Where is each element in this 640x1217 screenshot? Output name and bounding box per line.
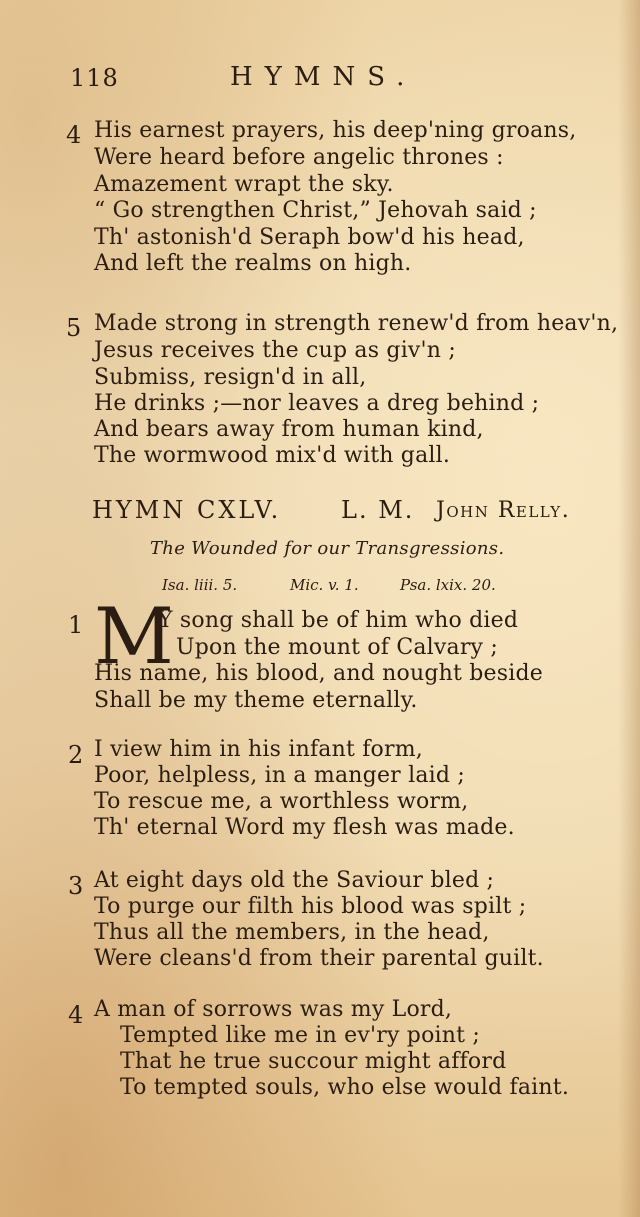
verse-line: Upon the mount of Calvary ; [176,635,498,660]
verse-line: To rescue me, a worthless worm, [94,789,469,814]
stanza-number: 1 [68,611,84,639]
verse-line: Shall be my theme eternally. [94,688,418,713]
scripture-reference: Psa. lxix. 20. [400,576,496,594]
verse-line: “ Go strengthen Christ,” Jehovah said ; [94,198,537,223]
running-head: HYMNS. [230,62,417,92]
page-edge-shading [618,0,640,1217]
verse-line: I view him in his infant form, [94,737,423,762]
verse-line: A man of sorrows was my Lord, [94,997,453,1022]
stanza-number: 5 [66,314,82,342]
verse-line: That he true succour might afford [120,1049,507,1074]
verse-line: And left the realms on high. [94,251,412,276]
verse-line: To tempted souls, who else would faint. [120,1075,570,1100]
scripture-reference: Isa. liii. 5. [162,576,238,594]
verse-line: To purge our filth his blood was spilt ; [94,894,527,919]
verse-line: Th' astonish'd Seraph bow'd his head, [94,225,525,250]
verse-line: Were heard before angelic thrones : [94,145,504,170]
verse-line: His earnest prayers, his deep'ning groans, [94,118,577,143]
verse-line: Th' eternal Word my flesh was made. [94,815,515,840]
verse-line: Y song shall be of him who died [158,608,519,633]
stanza-number: 2 [68,741,84,769]
hymn-subtitle: The Wounded for our Transgressions. [150,538,505,559]
page-number: 118 [70,64,119,92]
verse-line: Amazement wrapt the sky. [94,172,394,197]
stanza-number: 3 [68,872,84,900]
verse-line: Thus all the members, in the head, [94,920,490,945]
drop-cap: M [94,592,174,682]
hymn-meter: L. M. [341,496,415,524]
stanza-number: 4 [68,1001,84,1029]
verse-line: He drinks ;—nor leaves a dreg behind ; [94,391,540,416]
hymn-author: John Relly. [436,498,571,523]
verse-line: The wormwood mix'd with gall. [94,443,451,468]
verse-line: His name, his blood, and nought beside [94,661,543,686]
verse-line: Poor, helpless, in a manger laid ; [94,763,465,788]
scripture-reference: Mic. v. 1. [290,576,359,594]
verse-line: Tempted like me in ev'ry point ; [120,1023,480,1048]
stanza-number: 4 [66,121,82,149]
verse-line: Made strong in strength renew'd from heav'n, [94,311,619,336]
verse-line: Submiss, resign'd in all, [94,365,367,390]
verse-line: And bears away from human kind, [94,417,484,442]
verse-line: Jesus receives the cup as giv'n ; [94,338,456,363]
hymn-title: HYMN CXLV. [92,496,282,524]
verse-line: At eight days old the Saviour bled ; [94,868,495,893]
verse-line: Were cleans'd from their parental guilt. [94,946,544,971]
